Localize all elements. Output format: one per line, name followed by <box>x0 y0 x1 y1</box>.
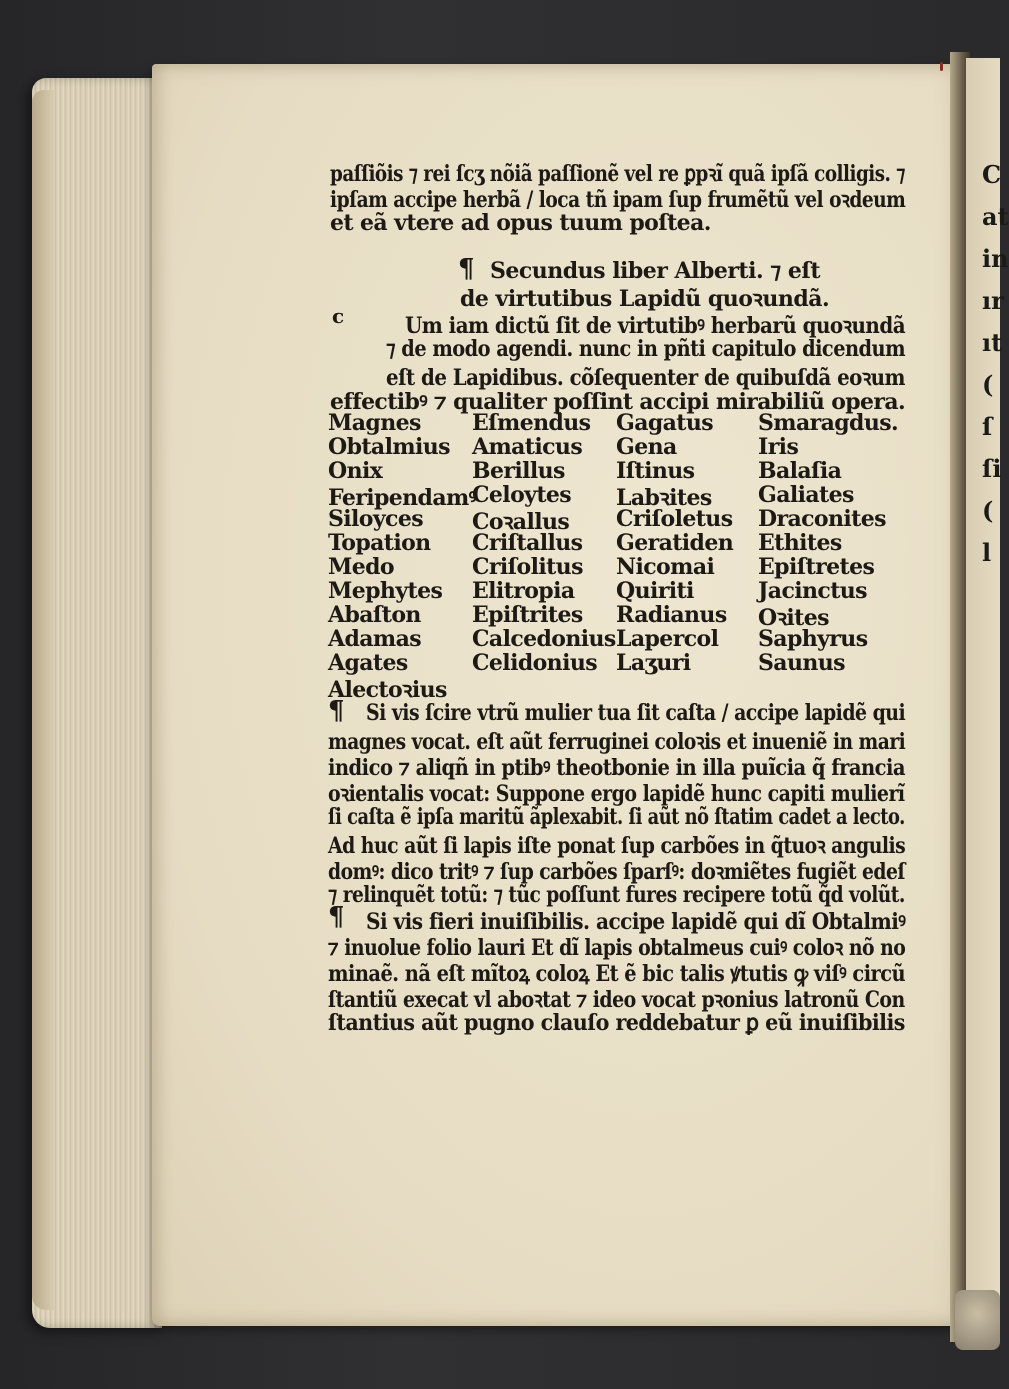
stone-name: Abaſton <box>328 602 421 628</box>
stone-name: Mephytes <box>328 578 443 604</box>
stone-name: Celidonius <box>472 650 598 676</box>
facing-glyph: ( <box>982 496 994 525</box>
body-line: ⁊ de modo agendi. nunc in pñti capitulo dicendum <box>386 336 906 362</box>
stone-name: Obtalmius <box>328 434 450 460</box>
stone-name: Radianus <box>616 602 727 628</box>
para1-line: Ad huc aũt ſi lapis iſte ponat ſup carbões in q̃tuoꝛ angulis <box>328 833 906 859</box>
stone-name: Nicomai <box>616 554 715 580</box>
stone-name: Eſmendus <box>472 410 591 436</box>
body-line: eſt de Lapidibus. cõſequenter de quibuſdã eoꝛum <box>386 365 905 391</box>
para1-line: domꝰ: dico tritꝰ ⁊ ſup carbões ſparſꝰ: doꝛmiẽtes fugiẽt edeſ <box>328 859 905 885</box>
stone-name: Saunus <box>758 650 845 676</box>
stone-name: Criſoletus <box>616 506 733 532</box>
stone-name: Oꝛites <box>758 605 829 631</box>
stone-name: Laʒuri <box>616 650 691 676</box>
stone-name: Iris <box>758 434 799 460</box>
para2-line: ſtantius aũt pugno clauſo reddebatur ꝑ eũ inuiſibilis <box>328 1010 905 1036</box>
stone-name: Iſtinus <box>616 458 695 484</box>
facing-glyph: ıt <box>982 328 1003 357</box>
para1-line: ſi caſta ẽ ipſa maritũ ãplexabit. ſi aũt nõ ſtatim cadet a lecto. <box>328 804 905 830</box>
body-line: Um iam dictũ ſit de virtutibꝰ herbarũ quoꝛundã <box>405 313 906 339</box>
stone-name: Balaſia <box>758 458 842 484</box>
stone-name: Topation <box>328 530 431 556</box>
facing-glyph: ſ <box>982 412 993 441</box>
stone-name: Draconites <box>758 506 886 532</box>
stone-name: Coꝛallus <box>472 509 570 535</box>
body-line: effectibꝰ ⁊ qualiter poſſint accipi mirabiliũ opera. <box>330 389 906 415</box>
para1-line: oꝛientalis vocat: Suppone ergo lapidẽ hunc capiti mulierĩ <box>328 781 905 807</box>
stone-name: Feripendamꝰ <box>328 485 477 511</box>
para1-line: ⁊ relinquẽt totũ: ⁊ tũc poſſunt fures recipere totũ q̃d volũt. <box>328 882 905 908</box>
stone-name: Celoytes <box>472 482 572 508</box>
stone-name: Labꝛites <box>616 485 712 511</box>
intro-line: ipſam accipe herbã / loca tñ ipam ſup frumẽtũ vel oꝛdeum <box>330 187 906 213</box>
stone-name: Criſtallus <box>472 530 583 556</box>
stone-name: Smaragdus. <box>758 410 899 436</box>
stone-name: Epiſtrites <box>472 602 583 628</box>
paragraph-mark: ¶ <box>458 254 475 284</box>
stone-name: Epiſtretes <box>758 554 875 580</box>
stone-name: Gena <box>616 434 677 460</box>
facing-glyph: ır <box>982 286 1004 315</box>
stone-name: Amaticus <box>472 434 583 460</box>
intro-line: paſſiõis ⁊ rei ſcʒ nõiã paſſionẽ vel re ꝑpꝛĩ quã ipſã colligis. ⁊ <box>330 161 905 187</box>
para1-line: Si vis ſcire vtrũ mulier tua ſit caſta / accipe lapidẽ qui <box>366 700 906 726</box>
stone-name: Lapercol <box>616 626 719 652</box>
stone-name: Siloyces <box>328 506 424 532</box>
stone-name: Gagatus <box>616 410 714 436</box>
para1-line: magnes vocat. eſt aũt ferruginei coloꝛis et inueniẽ in mari <box>328 729 906 755</box>
paragraph-mark: ¶ <box>328 902 345 932</box>
facing-glyph: C <box>982 160 1002 189</box>
stone-name: Calcedonius <box>472 626 616 652</box>
stone-name: Adamas <box>328 626 422 652</box>
stone-name: Medo <box>328 554 395 580</box>
facing-glyph: ſi <box>982 454 1002 483</box>
stone-name: Agates <box>328 650 408 676</box>
stone-name: Galiates <box>758 482 854 508</box>
stone-name: Onix <box>328 458 383 484</box>
stone-name: Criſolitus <box>472 554 583 580</box>
stone-name: Jacinctus <box>758 578 867 604</box>
stone-name: Saphyrus <box>758 626 868 652</box>
para2-line: ſtantiũ execat vl aboꝛtat ⁊ ideo vocat pꝛonius latronũ Con <box>328 987 905 1013</box>
paragraph-mark: ¶ <box>328 696 345 726</box>
margin-mark: c <box>332 304 345 328</box>
stone-name: Alectoꝛius <box>328 677 447 703</box>
para2-line: ⁊ inuolue folio lauri Et dĩ lapis obtalmeus cuiꝰ coloꝛ nõ no <box>328 935 906 961</box>
facing-glyph: l <box>982 538 992 567</box>
para1-line: indico ⁊ aliqñ in ptibꝰ theotbonie in illa puĩcia q̃ francia <box>328 755 906 781</box>
stone-name: Elitropia <box>472 578 575 604</box>
intro-line: et eã vtere ad opus tuum poſtea. <box>330 210 711 236</box>
para2-line: Si vis fieri inuiſibilis. accipe lapidẽ qui dĩ Obtalmiꝰ <box>366 909 906 935</box>
facing-glyph: in <box>982 244 1009 273</box>
stone-name: Magnes <box>328 410 421 436</box>
stone-name: Geratiden <box>616 530 734 556</box>
para2-line: minaẽ. nã eſt mĩtoꝝ coloꝝ Et ẽ bic talis ꝟtutis ꝙ viſꝰ circũ <box>328 961 906 987</box>
stone-name: Berillus <box>472 458 565 484</box>
stone-name: Ethites <box>758 530 842 556</box>
facing-glyph: at <box>982 202 1009 231</box>
section-heading-line1: Secundus liber Alberti. ⁊ eſt <box>490 258 820 284</box>
facing-glyph: ( <box>982 370 994 399</box>
section-heading-line2: de virtutibus Lapidũ quoꝛundã. <box>460 286 830 312</box>
stone-name: Quiriti <box>616 578 694 604</box>
